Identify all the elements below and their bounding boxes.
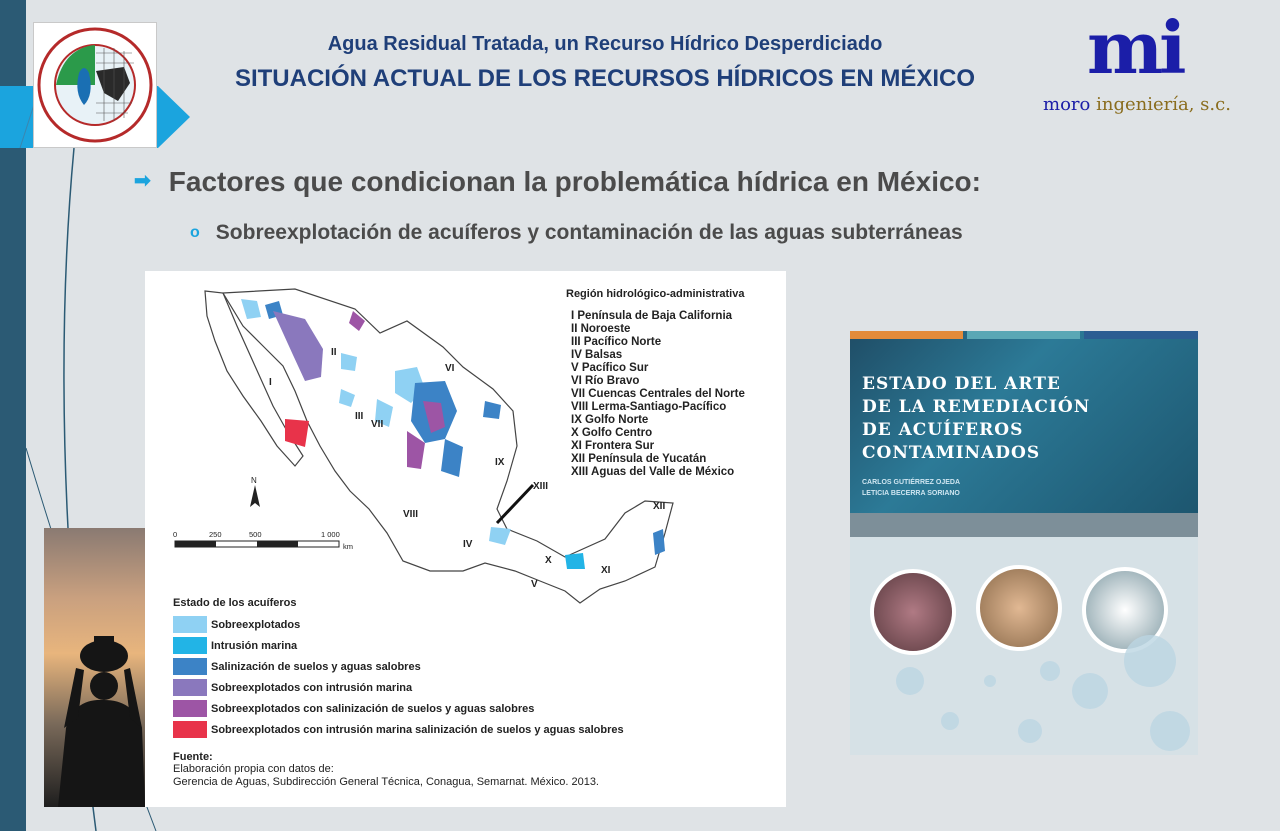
slide-header	[230, 30, 980, 96]
company-name-b: ingeniería, s.c.	[1096, 94, 1231, 115]
company-logo	[1035, 5, 1265, 122]
legend-item: Intrusión marina	[173, 635, 624, 656]
region-item: V Pacífico Sur	[571, 362, 649, 374]
scale-bar	[173, 530, 353, 551]
map-label-10: X	[545, 555, 552, 566]
legend-item: Sobreexplotados con intrusión marina	[173, 677, 624, 698]
scale-tick-500: 500	[249, 530, 262, 539]
cover-stripe	[1084, 331, 1198, 339]
source-line: Gerencia de Aguas, Subdirección General Técnica, Conagua, Semarnat. México. 2013.	[173, 776, 599, 788]
book-decorative-band	[850, 513, 1198, 537]
legend-item: Sobreexplotados con intrusión marina salinización de suelos y aguas salobres	[173, 719, 624, 740]
region-item: III Pacífico Norte	[571, 336, 662, 348]
region-item: XI Frontera Sur	[571, 440, 655, 452]
map-label-8: VIII	[403, 509, 419, 520]
map-label-7: VII	[371, 419, 384, 430]
association-logo	[33, 22, 157, 148]
book-cover-image	[850, 331, 1198, 755]
region-item: I Península de Baja California	[571, 310, 733, 322]
scale-tick-0: 0	[173, 530, 178, 539]
map-label-2: II	[331, 347, 337, 358]
map-label-9: IX	[495, 457, 505, 468]
svg-text:N: N	[251, 476, 257, 485]
region-item: XIII Aguas del Valle de México	[571, 466, 735, 478]
legend-title: Estado de los acuíferos	[173, 597, 297, 609]
legend-swatch	[173, 679, 207, 696]
cover-stripe	[850, 331, 963, 339]
legend-swatch	[173, 700, 207, 717]
legend-item: Sobreexplotados	[173, 614, 624, 635]
legend-item: Salinización de suelos y aguas salobres	[173, 656, 624, 677]
legend-swatch	[173, 637, 207, 654]
source-line: Elaboración propia con datos de:	[173, 763, 334, 775]
source-title: Fuente:	[173, 751, 213, 763]
company-name-a: moro	[1043, 94, 1091, 115]
source-text	[173, 763, 599, 789]
scale-tick-1000: 1 000	[321, 530, 340, 539]
region-item: X Golfo Centro	[571, 427, 653, 439]
book-title: ESTADO DEL ARTE DE LA REMEDIACIÓN DE ACUÍFEROS CONTAMINADOS	[862, 374, 1091, 463]
legend-item: Sobreexplotados con salinización de suelos y aguas salobres	[173, 698, 624, 719]
region-item: VI Río Bravo	[571, 375, 640, 387]
map-label-12: XII	[653, 501, 666, 512]
map-label-4: IV	[463, 539, 473, 550]
legend-swatch	[173, 721, 207, 738]
scale-unit: km	[343, 542, 353, 551]
region-list-title: Región hidrológico-administrativa	[566, 288, 745, 300]
bullet-main-text: Factores que condicionan la problemática hídrica en México:	[168, 166, 981, 197]
slide-title: SITUACIÓN ACTUAL DE LOS RECURSOS HÍDRICOS EN MÉXICO	[234, 65, 976, 92]
region-list	[571, 310, 745, 479]
legend-swatch	[173, 658, 207, 675]
map-label-6: VI	[445, 363, 455, 374]
region-item: XII Península de Yucatán	[571, 453, 707, 465]
map-label-13: XIII	[533, 481, 549, 492]
map-label-5: V	[531, 579, 538, 590]
bullet-circle-icon: o	[190, 224, 200, 241]
map-legend	[173, 614, 624, 740]
book-bubbles	[850, 541, 1198, 755]
aquifer-map-figure	[145, 271, 786, 807]
north-arrow-icon	[250, 476, 260, 507]
map-label-1: I	[269, 377, 272, 388]
book-cover-top	[850, 331, 1198, 513]
book-authors: CARLOS GUTIÉRREZ OJEDA LETICIA BECERRA SORIANO	[862, 479, 961, 497]
slide-subtitle: Agua Residual Tratada, un Recurso Hídrico Desperdiciado	[327, 33, 883, 55]
bullet-sub	[190, 221, 963, 245]
map-label-11: XI	[601, 565, 611, 576]
bullet-sub-text: Sobreexplotación de acuíferos y contaminación de las aguas subterráneas	[215, 221, 963, 244]
association-seal-icon	[34, 23, 156, 147]
cover-stripe	[967, 331, 1080, 339]
region-item: VIII Lerma-Santiago-Pacífico	[571, 401, 727, 413]
company-logo-mark: mi	[1087, 5, 1183, 90]
map-label-3: III	[355, 411, 364, 422]
region-item: IX Golfo Norte	[571, 414, 649, 426]
legend-swatch	[173, 616, 207, 633]
region-item: IV Balsas	[571, 349, 623, 361]
water-carrier-photo	[44, 528, 145, 807]
bullet-main	[134, 166, 981, 198]
region-item: II Noroeste	[571, 323, 631, 335]
bullet-arrow-icon: ➡	[134, 170, 151, 192]
region-item: VII Cuencas Centrales del Norte	[571, 388, 745, 400]
scale-tick-250: 250	[209, 530, 222, 539]
company-logo-name	[1043, 94, 1231, 115]
